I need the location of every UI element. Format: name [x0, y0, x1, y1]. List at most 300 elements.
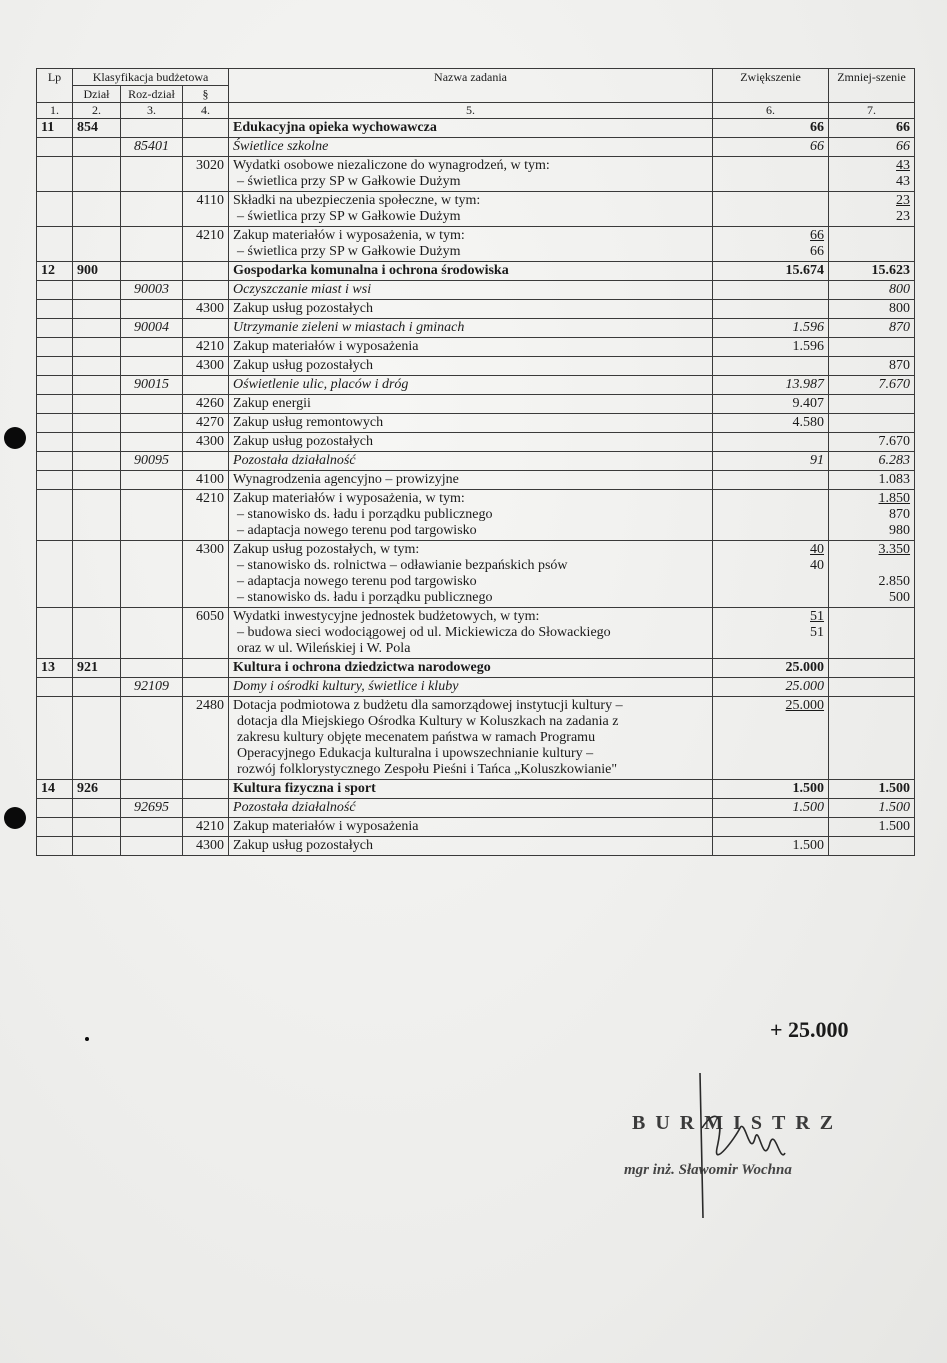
cell-nazwa	[229, 357, 713, 376]
cell-dzial	[73, 541, 121, 608]
table-row	[37, 678, 915, 697]
cell-dzial	[73, 376, 121, 395]
cell-zwiekszenie	[713, 281, 829, 300]
cell-zwiekszenie	[713, 319, 829, 338]
cell-dzial	[73, 799, 121, 818]
cell-rozdzial	[121, 300, 183, 319]
cell-nazwa	[229, 414, 713, 433]
cell-zmniejszenie-line: 15.623	[871, 263, 911, 278]
cell-paragraf	[183, 281, 229, 300]
cell-dzial	[73, 357, 121, 376]
cell-nazwa	[229, 192, 713, 227]
budget-table	[36, 68, 915, 856]
cell-zwiekszenie-line: 13.987	[785, 377, 825, 392]
cell-paragraf	[183, 138, 229, 157]
cell-zmniejszenie-line: 6.283	[878, 453, 911, 468]
cell-lp	[37, 338, 73, 357]
cell-zmniejszenie	[829, 659, 915, 678]
cell-zmniejszenie	[829, 319, 915, 338]
cell-nazwa-line: rozwój folklorystycznego Zespołu Pieśni i Tańca „Koluszkowianie"	[237, 762, 618, 777]
cell-rozdzial	[121, 697, 183, 780]
signatory-name: mgr inż. Sławomir Wochna	[624, 1162, 792, 1178]
cell-zmniejszenie-line	[833, 698, 910, 714]
cell-zmniejszenie-line	[833, 396, 910, 412]
cell-zmniejszenie-line	[833, 609, 910, 625]
cell-zwiekszenie-line: 51	[810, 609, 825, 624]
cell-zmniejszenie-line: 870	[889, 320, 911, 335]
cell-rozdzial: 85401	[121, 138, 183, 157]
cell-zwiekszenie-line	[717, 174, 824, 190]
header-paragraf: §	[183, 86, 229, 103]
cell-rozdzial	[121, 395, 183, 414]
cell-zmniejszenie-line	[833, 730, 910, 746]
cell-nazwa-line: – adaptacja nowego terenu pod targowisko	[237, 523, 477, 538]
cell-nazwa	[229, 837, 713, 856]
column-number-row	[37, 103, 915, 119]
cell-zwiekszenie-line: 51	[810, 625, 825, 640]
cell-paragraf: 4110	[183, 192, 229, 227]
cell-zmniejszenie	[829, 780, 915, 799]
cell-rozdzial: 90003	[121, 281, 183, 300]
cell-zmniejszenie-line	[833, 746, 910, 762]
cell-rozdzial	[121, 414, 183, 433]
cell-nazwa-line: Utrzymanie zieleni w miastach i gminach	[233, 320, 465, 335]
cell-nazwa	[229, 452, 713, 471]
cell-dzial	[73, 818, 121, 837]
cell-nazwa	[229, 697, 713, 780]
cell-rozdzial: 90004	[121, 319, 183, 338]
cell-paragraf: 4300	[183, 357, 229, 376]
table-row	[37, 262, 915, 281]
cell-zwiekszenie	[713, 818, 829, 837]
cell-lp	[37, 697, 73, 780]
table-row	[37, 319, 915, 338]
cell-dzial: 921	[73, 659, 121, 678]
cell-nazwa	[229, 227, 713, 262]
table-row	[37, 452, 915, 471]
cell-nazwa-line: – budowa sieci wodociągowej od ul. Mickiewicza do Słowackiego	[237, 625, 611, 640]
table-row	[37, 799, 915, 818]
table-row	[37, 414, 915, 433]
table-row	[37, 300, 915, 319]
cell-dzial	[73, 157, 121, 192]
cell-nazwa-line: Dotacja podmiotowa z budżetu dla samorządowej instytucji kultury –	[233, 698, 623, 713]
cell-zmniejszenie	[829, 262, 915, 281]
signature-title: BURMISTRZ	[632, 1112, 844, 1134]
cell-paragraf	[183, 678, 229, 697]
cell-nazwa-line: Domy i ośrodki kultury, świetlice i kluby	[233, 679, 459, 694]
cell-paragraf: 4210	[183, 490, 229, 541]
cell-nazwa-line: – świetlica przy SP w Gałkowie Dużym	[237, 244, 461, 259]
cell-zwiekszenie-line: 1.596	[792, 320, 825, 335]
cell-zwiekszenie-line	[717, 301, 824, 317]
total-amount: + 25.000	[770, 1017, 849, 1042]
cell-lp	[37, 138, 73, 157]
cell-zwiekszenie-line	[717, 574, 824, 590]
cell-zmniejszenie-line: 1.500	[878, 819, 911, 834]
cell-zwiekszenie	[713, 471, 829, 490]
cell-rozdzial	[121, 541, 183, 608]
cell-zwiekszenie	[713, 338, 829, 357]
cell-dzial	[73, 192, 121, 227]
cell-lp	[37, 433, 73, 452]
cell-zwiekszenie	[713, 659, 829, 678]
cell-zmniejszenie-line: 66	[896, 139, 911, 154]
cell-nazwa	[229, 300, 713, 319]
handwritten-signature	[655, 1068, 835, 1228]
cell-nazwa	[229, 138, 713, 157]
punch-hole-upper	[4, 427, 26, 449]
cell-zwiekszenie	[713, 490, 829, 541]
cell-zmniejszenie-line: 23	[896, 193, 911, 208]
cell-lp	[37, 608, 73, 659]
cell-zmniejszenie-line: 1.850	[878, 491, 911, 506]
colnum-6: 6.	[713, 103, 829, 119]
cell-zwiekszenie-line: 66	[810, 244, 825, 259]
cell-nazwa-line: Kultura i ochrona dziedzictwa narodowego	[233, 660, 491, 675]
table-row	[37, 471, 915, 490]
cell-nazwa-line: Zakup usług pozostałych	[233, 301, 374, 316]
header-rozdzial: Roz-dział	[121, 86, 183, 103]
cell-paragraf	[183, 799, 229, 818]
cell-nazwa-line: Kultura fizyczna i sport	[233, 781, 376, 796]
cell-zwiekszenie-line: 25.000	[785, 698, 825, 713]
cell-zmniejszenie	[829, 395, 915, 414]
cell-rozdzial	[121, 157, 183, 192]
cell-lp	[37, 452, 73, 471]
cell-zwiekszenie	[713, 608, 829, 659]
cell-nazwa	[229, 395, 713, 414]
cell-zwiekszenie	[713, 541, 829, 608]
cell-nazwa-line: Gospodarka komunalna i ochrona środowiska	[233, 263, 509, 278]
cell-nazwa-line: Pozostała działalność	[233, 800, 356, 815]
cell-dzial	[73, 697, 121, 780]
colnum-2: 2.	[73, 103, 121, 119]
cell-paragraf	[183, 119, 229, 138]
header-dzial: Dział	[73, 86, 121, 103]
cell-lp	[37, 414, 73, 433]
cell-lp	[37, 471, 73, 490]
table-row	[37, 818, 915, 837]
colnum-4: 4.	[183, 103, 229, 119]
cell-paragraf	[183, 262, 229, 281]
cell-rozdzial	[121, 608, 183, 659]
cell-zwiekszenie	[713, 395, 829, 414]
colnum-5: 5.	[229, 103, 713, 119]
cell-zmniejszenie	[829, 541, 915, 608]
cell-paragraf: 4100	[183, 471, 229, 490]
cell-zmniejszenie	[829, 300, 915, 319]
cell-lp	[37, 395, 73, 414]
cell-dzial	[73, 414, 121, 433]
cell-dzial	[73, 678, 121, 697]
cell-zwiekszenie-line	[717, 523, 824, 539]
cell-rozdzial	[121, 357, 183, 376]
cell-lp	[37, 490, 73, 541]
table-row	[37, 138, 915, 157]
header-row	[37, 69, 915, 86]
cell-nazwa-line: Zakup materiałów i wyposażenia, w tym:	[233, 228, 465, 243]
cell-dzial	[73, 138, 121, 157]
cell-dzial	[73, 471, 121, 490]
cell-zmniejszenie	[829, 338, 915, 357]
table-row	[37, 433, 915, 452]
cell-zwiekszenie-line: 4.580	[792, 415, 825, 430]
cell-lp	[37, 541, 73, 608]
cell-lp	[37, 281, 73, 300]
cell-zmniejszenie-line	[833, 762, 910, 778]
cell-rozdzial	[121, 433, 183, 452]
cell-zwiekszenie-line	[717, 641, 824, 657]
cell-nazwa	[229, 157, 713, 192]
cell-zwiekszenie	[713, 157, 829, 192]
cell-nazwa	[229, 262, 713, 281]
table-row	[37, 192, 915, 227]
cell-nazwa-line: Oświetlenie ulic, placów i dróg	[233, 377, 409, 392]
cell-paragraf	[183, 319, 229, 338]
cell-zwiekszenie-line: 40	[810, 558, 825, 573]
cell-zwiekszenie	[713, 119, 829, 138]
cell-nazwa-line: Zakup materiałów i wyposażenia	[233, 819, 419, 834]
cell-zwiekszenie-line	[717, 714, 824, 730]
cell-rozdzial	[121, 192, 183, 227]
table-row	[37, 697, 915, 780]
cell-dzial	[73, 395, 121, 414]
cell-rozdzial	[121, 338, 183, 357]
cell-rozdzial	[121, 837, 183, 856]
cell-zwiekszenie	[713, 376, 829, 395]
table-row	[37, 395, 915, 414]
cell-nazwa	[229, 608, 713, 659]
cell-zmniejszenie-line: 800	[889, 301, 911, 316]
cell-nazwa	[229, 678, 713, 697]
cell-nazwa-line: Operacyjnego Edukacja kulturalna i upowszechnianie kultury –	[237, 746, 594, 761]
cell-nazwa	[229, 818, 713, 837]
cell-lp	[37, 818, 73, 837]
cell-zwiekszenie-line: 25.000	[785, 660, 825, 675]
cell-nazwa-line: Wydatki osobowe niezaliczone do wynagrodzeń, w tym:	[233, 158, 550, 173]
cell-rozdzial	[121, 818, 183, 837]
cell-paragraf: 4210	[183, 338, 229, 357]
cell-zwiekszenie-line	[717, 819, 824, 835]
cell-zmniejszenie-line	[833, 625, 910, 641]
cell-dzial	[73, 338, 121, 357]
cell-nazwa	[229, 281, 713, 300]
colnum-3: 3.	[121, 103, 183, 119]
cell-zwiekszenie-line: 66	[810, 120, 825, 135]
colnum-1: 1.	[37, 103, 73, 119]
cell-dzial	[73, 452, 121, 471]
cell-zwiekszenie-line: 40	[810, 542, 825, 557]
cell-nazwa-line: Zakup energii	[233, 396, 311, 411]
cell-lp	[37, 837, 73, 856]
cell-rozdzial: 92109	[121, 678, 183, 697]
cell-zmniejszenie-line: 870	[889, 507, 911, 522]
cell-zwiekszenie	[713, 452, 829, 471]
cell-rozdzial: 90095	[121, 452, 183, 471]
cell-dzial	[73, 608, 121, 659]
cell-nazwa-line: Zakup materiałów i wyposażenia	[233, 339, 419, 354]
cell-zwiekszenie-line: 1.500	[792, 838, 825, 853]
cell-nazwa-line: Zakup usług pozostałych	[233, 434, 374, 449]
cell-paragraf	[183, 376, 229, 395]
table-row	[37, 376, 915, 395]
cell-nazwa-line: Zakup usług pozostałych	[233, 358, 374, 373]
cell-zmniejszenie	[829, 837, 915, 856]
cell-zwiekszenie-line: 25.000	[785, 679, 825, 694]
cell-zwiekszenie	[713, 837, 829, 856]
cell-zwiekszenie-line: 1.500	[792, 800, 825, 815]
cell-lp	[37, 357, 73, 376]
cell-nazwa-line: Pozostała działalność	[233, 453, 356, 468]
cell-nazwa-line: Edukacyjna opieka wychowawcza	[233, 120, 437, 135]
cell-nazwa-line: – stanowisko ds. rolnictwa – odławianie bezpańskich psów	[237, 558, 568, 573]
cell-rozdzial	[121, 471, 183, 490]
cell-zmniejszenie-line: 2.850	[878, 574, 911, 589]
cell-nazwa-line: – adaptacja nowego terenu pod targowisko	[237, 574, 477, 589]
header-nazwa: Nazwa zadania	[229, 69, 713, 103]
cell-zmniejszenie	[829, 471, 915, 490]
cell-paragraf	[183, 659, 229, 678]
cell-zmniejszenie	[829, 376, 915, 395]
cell-nazwa-line: Składki na ubezpieczenia społeczne, w tym:	[233, 193, 481, 208]
header-klasyfikacja: Klasyfikacja budżetowa	[73, 69, 229, 86]
cell-zwiekszenie-line	[717, 762, 824, 778]
cell-zwiekszenie-line	[717, 507, 824, 523]
cell-nazwa-line: – stanowisko ds. ładu i porządku publicznego	[237, 590, 493, 605]
cell-lp: 12	[37, 262, 73, 281]
cell-zwiekszenie-line	[717, 434, 824, 450]
cell-zwiekszenie	[713, 414, 829, 433]
cell-paragraf: 4210	[183, 818, 229, 837]
cell-paragraf: 2480	[183, 697, 229, 780]
cell-lp	[37, 799, 73, 818]
cell-zwiekszenie-line	[717, 472, 824, 488]
cell-nazwa	[229, 780, 713, 799]
cell-lp	[37, 319, 73, 338]
cell-nazwa-line: – świetlica przy SP w Gałkowie Dużym	[237, 209, 461, 224]
cell-zmniejszenie	[829, 697, 915, 780]
cell-zwiekszenie	[713, 799, 829, 818]
cell-dzial	[73, 490, 121, 541]
punch-hole-lower	[4, 807, 26, 829]
cell-zwiekszenie-line: 66	[810, 228, 825, 243]
table-row	[37, 119, 915, 138]
cell-nazwa	[229, 433, 713, 452]
cell-zmniejszenie-line: 7.670	[878, 434, 911, 449]
cell-zmniejszenie	[829, 608, 915, 659]
cell-nazwa-line: – świetlica przy SP w Gałkowie Dużym	[237, 174, 461, 189]
cell-zwiekszenie	[713, 780, 829, 799]
table-row	[37, 659, 915, 678]
cell-zwiekszenie-line	[717, 358, 824, 374]
table-row	[37, 338, 915, 357]
cell-nazwa-line: Oczyszczanie miast i wsi	[233, 282, 372, 297]
cell-dzial: 926	[73, 780, 121, 799]
cell-zwiekszenie-line: 15.674	[785, 263, 825, 278]
cell-paragraf	[183, 780, 229, 799]
cell-zmniejszenie-line: 1.083	[878, 472, 911, 487]
cell-lp	[37, 227, 73, 262]
cell-dzial	[73, 319, 121, 338]
cell-zmniejszenie	[829, 357, 915, 376]
cell-zmniejszenie-line	[833, 714, 910, 730]
cell-dzial	[73, 227, 121, 262]
cell-lp	[37, 192, 73, 227]
cell-zwiekszenie	[713, 138, 829, 157]
speck	[85, 1037, 89, 1041]
cell-zwiekszenie-line	[717, 193, 824, 209]
cell-nazwa	[229, 541, 713, 608]
cell-dzial	[73, 433, 121, 452]
cell-zwiekszenie-line	[717, 282, 824, 298]
cell-zmniejszenie-line	[833, 641, 910, 657]
cell-zwiekszenie-line: 1.596	[792, 339, 825, 354]
cell-zmniejszenie-line: 43	[896, 158, 911, 173]
cell-zwiekszenie-line: 9.407	[792, 396, 825, 411]
cell-rozdzial: 90015	[121, 376, 183, 395]
cell-nazwa-line: – stanowisko ds. ładu i porządku publicznego	[237, 507, 493, 522]
cell-dzial	[73, 281, 121, 300]
cell-zwiekszenie	[713, 262, 829, 281]
cell-paragraf: 6050	[183, 608, 229, 659]
cell-lp	[37, 157, 73, 192]
cell-nazwa	[229, 119, 713, 138]
cell-zwiekszenie	[713, 357, 829, 376]
cell-zwiekszenie-line	[717, 158, 824, 174]
cell-zmniejszenie-line: 23	[896, 209, 911, 224]
cell-dzial: 900	[73, 262, 121, 281]
cell-dzial: 854	[73, 119, 121, 138]
cell-zwiekszenie-line: 66	[810, 139, 825, 154]
cell-dzial	[73, 837, 121, 856]
cell-zmniejszenie-line	[833, 679, 910, 695]
cell-nazwa-line: Świetlice szkolne	[233, 139, 329, 154]
cell-zmniejszenie	[829, 157, 915, 192]
cell-zmniejszenie	[829, 192, 915, 227]
cell-nazwa	[229, 471, 713, 490]
cell-zmniejszenie-line	[833, 339, 910, 355]
cell-zmniejszenie-line	[833, 228, 910, 244]
cell-nazwa-line: Zakup usług pozostałych	[233, 838, 374, 853]
cell-zwiekszenie-line	[717, 491, 824, 507]
cell-paragraf: 4270	[183, 414, 229, 433]
colnum-7: 7.	[829, 103, 915, 119]
table-row	[37, 490, 915, 541]
cell-zmniejszenie-line: 1.500	[878, 781, 911, 796]
cell-zwiekszenie-line	[717, 746, 824, 762]
cell-paragraf: 4260	[183, 395, 229, 414]
cell-paragraf: 4300	[183, 433, 229, 452]
cell-zmniejszenie-line: 980	[889, 523, 911, 538]
cell-lp: 11	[37, 119, 73, 138]
cell-nazwa-line: zakresu kultury objęte mecenatem państwa w ramach Programu	[237, 730, 596, 745]
cell-nazwa-line: oraz w ul. Wileńskiej i W. Pola	[237, 641, 411, 656]
cell-zmniejszenie	[829, 227, 915, 262]
cell-lp	[37, 300, 73, 319]
cell-zwiekszenie	[713, 697, 829, 780]
cell-zmniejszenie	[829, 281, 915, 300]
header-zmniejszenie: Zmniej-szenie	[829, 69, 915, 103]
cell-zmniejszenie-line: 66	[896, 120, 911, 135]
cell-nazwa-line: Zakup usług pozostałych, w tym:	[233, 542, 420, 557]
cell-zmniejszenie-line: 3.350	[878, 542, 911, 557]
table-row	[37, 281, 915, 300]
cell-paragraf: 4210	[183, 227, 229, 262]
table-row	[37, 780, 915, 799]
table-row	[37, 227, 915, 262]
header-zwiekszenie: Zwiększenie	[713, 69, 829, 103]
